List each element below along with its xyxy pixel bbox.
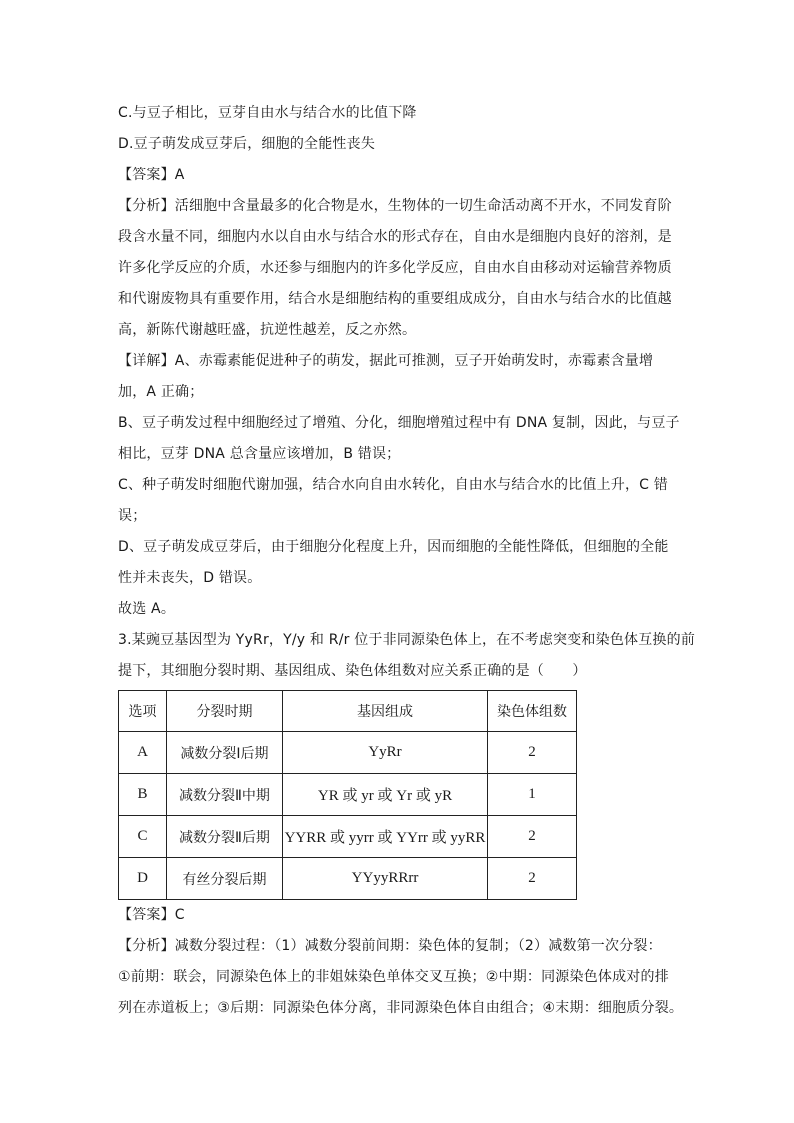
question-3-line-2: 提下，其细胞分裂时期、基因组成、染色体组数对应关系正确的是（ ） bbox=[118, 663, 587, 679]
table-row bbox=[119, 816, 577, 858]
table-row bbox=[119, 858, 577, 900]
detail-line-5: C、种子萌发时细胞代谢加强，结合水向自由水转化，自由水与结合水的比值上升，C 错 bbox=[118, 477, 668, 493]
detail-line-2: 加，A 正确； bbox=[118, 384, 204, 400]
header-option: 选项 bbox=[119, 691, 167, 732]
detail-line-3: B、豆子萌发过程中细胞经过了增殖、分化，细胞增殖过程中有 DNA 复制，因此，与豆子 bbox=[118, 415, 680, 431]
options-table bbox=[118, 690, 577, 900]
conclusion-line: 故选 A。 bbox=[118, 601, 176, 617]
cell-chromosome-sets: 2 bbox=[488, 858, 577, 900]
header-genotype: 基因组成 bbox=[283, 691, 488, 732]
cell-phase: 减数分裂Ⅱ后期 bbox=[167, 816, 283, 858]
table-row bbox=[119, 774, 577, 816]
cell-genotype: YR 或 yr 或 Yr 或 yR bbox=[283, 774, 488, 816]
analysis-line-1: 【分析】活细胞中含量最多的化合物是水，生物体的一切生命活动离不开水，不同发育阶 bbox=[118, 198, 672, 214]
cell-phase: 减数分裂Ⅱ中期 bbox=[167, 774, 283, 816]
analysis-line-2: 段含水量不同，细胞内水以自由水与结合水的形式存在，自由水是细胞内良好的溶剂，是 bbox=[118, 229, 672, 245]
detail-line-6: 误； bbox=[118, 508, 147, 524]
cell-chromosome-sets: 2 bbox=[488, 816, 577, 858]
answer-line-2: 【答案】C bbox=[118, 907, 185, 923]
cell-option: D bbox=[119, 858, 167, 900]
option-d-text: D.豆子萌发成豆芽后，细胞的全能性丧失 bbox=[118, 136, 376, 152]
cell-genotype: YyRr bbox=[283, 732, 488, 774]
header-phase: 分裂时期 bbox=[167, 691, 283, 732]
cell-genotype: YYyyRRrr bbox=[283, 858, 488, 900]
analysis2-line-2: ①前期：联会，同源染色体上的非姐妹染色单体交叉互换；②中期：同源染色体成对的排 bbox=[118, 969, 669, 985]
question-3-line-1: 3.某豌豆基因型为 YyRr，Y/y 和 R/r 位于非同源染色体上，在不考虑突变和染色体互换的前 bbox=[118, 632, 696, 648]
table-row bbox=[119, 732, 577, 774]
table-header-row bbox=[119, 691, 577, 732]
header-chromosome-sets: 染色体组数 bbox=[488, 691, 577, 732]
analysis-line-5: 高，新陈代谢越旺盛，抗逆性越差，反之亦然。 bbox=[118, 322, 417, 338]
cell-chromosome-sets: 1 bbox=[488, 774, 577, 816]
cell-option: B bbox=[119, 774, 167, 816]
detail-line-8: 性并未丧失，D 错误。 bbox=[118, 570, 262, 586]
cell-phase: 有丝分裂后期 bbox=[167, 858, 283, 900]
cell-genotype: YYRR 或 yyrr 或 YYrr 或 yyRR bbox=[283, 816, 488, 858]
cell-option: C bbox=[119, 816, 167, 858]
detail-line-7: D、豆子萌发成豆芽后，由于细胞分化程度上升，因而细胞的全能性降低，但细胞的全能 bbox=[118, 539, 669, 555]
option-c-text: C.与豆子相比，豆芽自由水与结合水的比值下降 bbox=[118, 105, 417, 121]
detail-line-4: 相比，豆芽 DNA 总含量应该增加，B 错误； bbox=[118, 446, 401, 462]
analysis2-line-1: 【分析】减数分裂过程：（1）减数分裂前间期：染色体的复制；（2）减数第一次分裂： bbox=[118, 938, 662, 954]
analysis-line-3: 许多化学反应的介质，水还参与细胞内的许多化学反应，自由水自由移动对运输营养物质 bbox=[118, 260, 672, 276]
cell-chromosome-sets: 2 bbox=[488, 732, 577, 774]
cell-phase: 减数分裂Ⅰ后期 bbox=[167, 732, 283, 774]
analysis-line-4: 和代谢废物具有重要作用，结合水是细胞结构的重要组成成分，自由水与结合水的比值越 bbox=[118, 291, 672, 307]
cell-option: A bbox=[119, 732, 167, 774]
analysis2-line-3: 列在赤道板上；③后期：同源染色体分离，非同源染色体自由组合；④末期：细胞质分裂。 bbox=[118, 1000, 684, 1016]
answer-line: 【答案】A bbox=[118, 167, 185, 183]
detail-line-1: 【详解】A、赤霉素能促进种子的萌发，据此可推测，豆子开始萌发时，赤霉素含量增 bbox=[118, 353, 654, 369]
